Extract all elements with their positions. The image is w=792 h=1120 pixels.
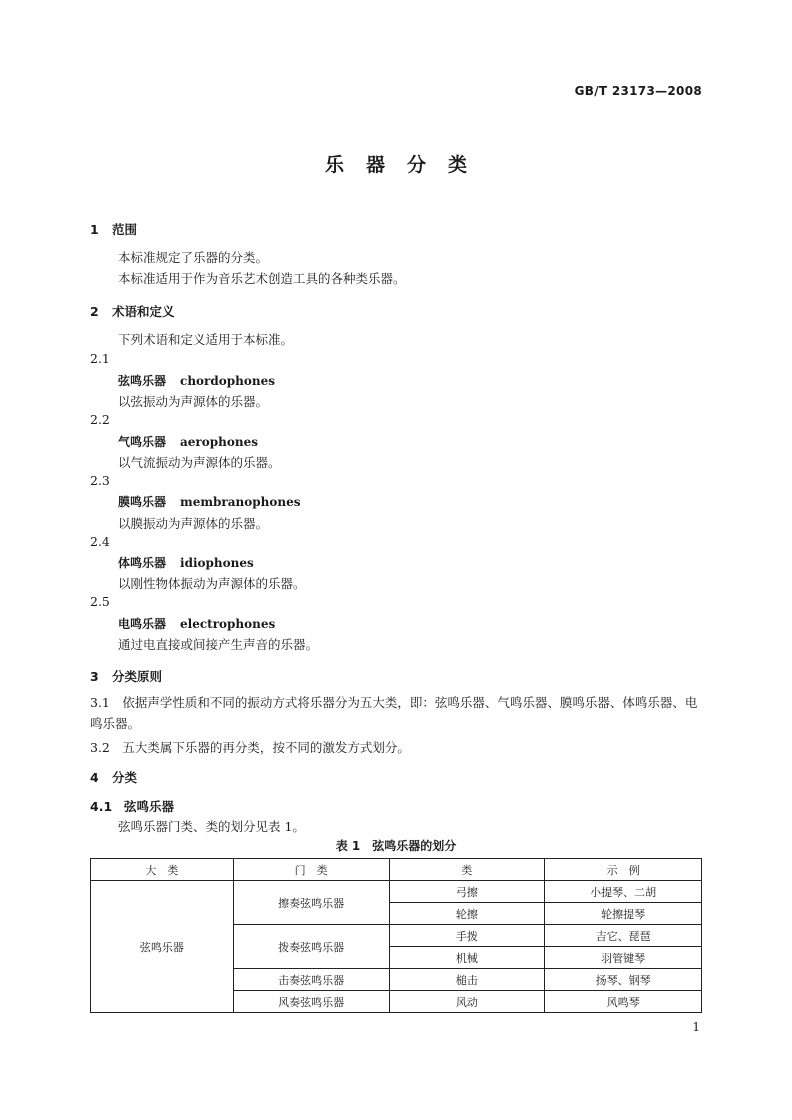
family-cell: 击奏弦鸣乐器 — [233, 969, 389, 991]
term-en: chordophones — [180, 374, 276, 388]
term-definition: 以刚性物体振动为声源体的乐器。 — [118, 576, 306, 591]
term-definition: 以膜振动为声源体的乐器。 — [118, 516, 269, 531]
term-number: 2.4 — [90, 534, 110, 549]
example-cell: 轮擦提琴 — [545, 903, 702, 925]
section-4-heading — [90, 768, 137, 786]
paragraph: 本标准规定了乐器的分类。 — [118, 250, 269, 265]
header-major-class: 大 类 — [91, 859, 234, 881]
term-en: electrophones — [180, 617, 276, 631]
header-class: 类 — [389, 859, 545, 881]
section-title: 分类 — [112, 770, 138, 785]
class-cell: 弓擦 — [389, 881, 545, 903]
family-cell: 风奏弦鸣乐器 — [233, 991, 389, 1013]
term-number: 2.2 — [90, 412, 110, 427]
example-cell: 扬琴、钢琴 — [545, 969, 702, 991]
header-family: 门 类 — [233, 859, 389, 881]
term-cn: 膜鸣乐器 — [118, 495, 167, 509]
term-heading — [118, 372, 275, 389]
header-example: 示 例 — [545, 859, 702, 881]
subsection-number: 4.1 — [90, 799, 113, 814]
section-title: 范围 — [112, 222, 138, 237]
term-heading — [118, 554, 254, 571]
section-2-heading — [90, 302, 175, 320]
term-number: 2.3 — [90, 473, 110, 488]
section-3-heading — [90, 667, 162, 685]
classification-table — [90, 858, 702, 1013]
term-cn: 弦鸣乐器 — [118, 374, 167, 388]
example-cell: 羽管键琴 — [545, 947, 702, 969]
paragraph-3-2: 3.2 五大类属下乐器的再分类，按不同的激发方式划分。 — [90, 740, 410, 755]
page-number: 1 — [692, 1020, 700, 1034]
term-en: idiophones — [180, 556, 254, 570]
term-number: 2.1 — [90, 351, 110, 366]
term-cn: 电鸣乐器 — [118, 617, 167, 631]
term-en: aerophones — [180, 435, 258, 449]
term-cn: 体鸣乐器 — [118, 556, 167, 570]
section-number: 4 — [90, 770, 99, 785]
section-number: 2 — [90, 304, 99, 319]
section-number: 1 — [90, 222, 99, 237]
family-cell: 擦奏弦鸣乐器 — [233, 881, 389, 925]
term-definition: 通过电直接或间接产生声音的乐器。 — [118, 637, 319, 652]
class-cell: 槌击 — [389, 969, 545, 991]
section-title: 分类原则 — [112, 669, 163, 684]
term-cn: 气鸣乐器 — [118, 435, 167, 449]
class-cell: 手拨 — [389, 925, 545, 947]
table-header-row — [91, 859, 702, 881]
section-1-heading — [90, 220, 137, 238]
page-title: 乐器分类 — [324, 154, 489, 176]
term-en: membranophones — [180, 495, 301, 509]
class-cell: 风动 — [389, 991, 545, 1013]
family-cell: 拨奏弦鸣乐器 — [233, 925, 389, 969]
table-row — [91, 881, 702, 903]
paragraph: 弦鸣乐器门类、类的划分见表 1。 — [118, 819, 305, 834]
term-heading — [118, 493, 301, 510]
paragraph: 本标准适用于作为音乐艺术创造工具的各种类乐器。 — [118, 271, 406, 286]
example-cell: 小提琴、二胡 — [545, 881, 702, 903]
major-class-cell: 弦鸣乐器 — [91, 881, 234, 1013]
class-cell: 机械 — [389, 947, 545, 969]
paragraph: 下列术语和定义适用于本标准。 — [118, 332, 294, 347]
section-title: 术语和定义 — [112, 304, 175, 319]
term-heading — [118, 433, 258, 450]
subsection-title: 弦鸣乐器 — [124, 799, 175, 814]
term-definition: 以气流振动为声源体的乐器。 — [118, 455, 281, 470]
subsection-4-1-heading — [90, 797, 174, 815]
table-caption: 表 1 弦鸣乐器的划分 — [335, 839, 457, 853]
paragraph-3-1: 3.1 依据声学性质和不同的振动方式将乐器分为五大类，即：弦鸣乐器、气鸣乐器、膜鸣乐器、体鸣乐器、电鸣乐器。 — [90, 695, 698, 731]
term-number: 2.5 — [90, 594, 110, 609]
example-cell: 吉它、琵琶 — [545, 925, 702, 947]
term-definition: 以弦振动为声源体的乐器。 — [118, 394, 269, 409]
example-cell: 风鸣琴 — [545, 991, 702, 1013]
class-cell: 轮擦 — [389, 903, 545, 925]
section-number: 3 — [90, 669, 99, 684]
term-heading — [118, 615, 275, 632]
standard-number: GB/T 23173—2008 — [574, 84, 702, 98]
